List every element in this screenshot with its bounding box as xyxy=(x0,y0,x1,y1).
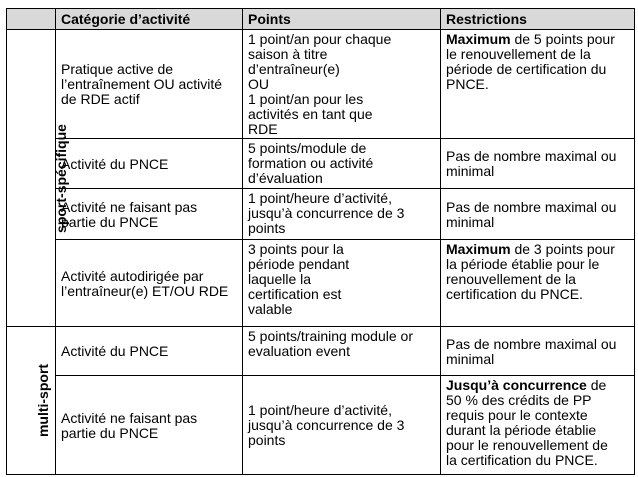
points-line: certification est xyxy=(248,286,342,302)
table-row xyxy=(7,189,635,240)
restrictions-cell xyxy=(441,327,635,376)
category-line: partie du PNCE xyxy=(61,424,159,441)
restriction-line: requis pour le contexte xyxy=(446,407,588,423)
header-points: Points xyxy=(243,9,441,30)
restriction-line: minimal xyxy=(446,213,495,230)
restriction-text: de xyxy=(586,377,607,393)
points-cell xyxy=(243,327,441,376)
activity-points-table xyxy=(6,8,635,475)
points-line: OU xyxy=(248,76,269,92)
points-cell xyxy=(243,189,441,240)
category-line: l’entraîneur(e) ET/OU RDE xyxy=(61,282,229,299)
table-row xyxy=(7,30,635,139)
category-cell xyxy=(56,327,243,376)
header-row xyxy=(7,9,635,30)
restrictions-cell xyxy=(441,189,635,240)
points-line: valable xyxy=(248,301,293,317)
points-line: 1 point/heure d’activité, xyxy=(248,402,392,418)
points-line: points xyxy=(248,220,286,236)
restrictions-cell xyxy=(441,240,635,327)
category-line: Pratique active de xyxy=(61,61,174,77)
category-line: l’entraînement OU activité xyxy=(61,76,223,92)
group-label-cell xyxy=(7,30,69,327)
points-line: 1 point/heure d’activité, xyxy=(248,190,392,206)
restriction-emphasis: Maximum xyxy=(446,31,511,47)
points-cell xyxy=(243,376,441,475)
restriction-emphasis: Jusqu’à concurrence xyxy=(446,377,587,393)
restriction-line: minimal xyxy=(446,163,495,179)
restriction-line: durant la période établie xyxy=(446,422,597,438)
group-label-multi-sport: multi-sport xyxy=(35,363,52,438)
points-line: 3 points pour la xyxy=(248,241,344,257)
points-line: d’évaluation xyxy=(248,170,323,186)
header-restrictions: Restrictions xyxy=(441,9,635,30)
points-line: saison à titre xyxy=(248,46,328,62)
restriction-line xyxy=(446,32,629,47)
points-cell xyxy=(243,139,441,189)
restriction-line: le renouvellement de la xyxy=(446,46,591,62)
points-line: points xyxy=(248,432,286,448)
restriction-line: Pas de nombre maximal ou xyxy=(446,148,617,164)
restriction-text: de 5 points pour xyxy=(510,31,615,47)
points-line: RDE xyxy=(248,121,278,137)
points-line: 1 point/an pour les xyxy=(248,91,364,107)
category-line: Activité ne faisant pas xyxy=(61,409,198,426)
points-line: période pendant xyxy=(248,256,350,272)
restrictions-cell xyxy=(441,139,635,189)
group-label-sport-specifique: sport-spécifique xyxy=(52,123,69,233)
restriction-line: 50 % des crédits de PP xyxy=(446,392,592,408)
points-line: 1 point/an pour chaque xyxy=(248,31,392,47)
restriction-line: pour le renouvellement de xyxy=(446,437,608,453)
points-line: 5 points/training module or xyxy=(248,328,413,344)
restriction-line: Pas de nombre maximal ou xyxy=(446,198,617,215)
points-line: jusqu’à concurrence de 3 xyxy=(248,205,405,221)
points-cell xyxy=(243,240,441,327)
points-line: d’entraîneur(e) xyxy=(248,61,340,77)
category-line: Activité autodirigée par xyxy=(61,267,204,284)
points-cell xyxy=(243,30,441,139)
restrictions-cell xyxy=(441,30,635,139)
group-label-cell xyxy=(7,327,56,475)
category-line: Activité ne faisant pas xyxy=(61,198,198,215)
category-cell xyxy=(56,189,243,240)
points-line: activités en tant que xyxy=(248,106,373,122)
points-line: evaluation event xyxy=(248,343,350,359)
restriction-line: Pas de nombre maximal ou xyxy=(446,335,617,352)
table-row xyxy=(7,376,635,475)
points-line: laquelle la xyxy=(248,271,312,287)
category-line: Activité du PNCE xyxy=(61,155,169,172)
category-line: partie du PNCE xyxy=(61,213,159,230)
restriction-text: de 3 points pour xyxy=(510,241,615,257)
restriction-line xyxy=(446,242,629,257)
restriction-line: la certification du PNCE. xyxy=(446,452,598,468)
table-row xyxy=(7,327,635,376)
category-cell xyxy=(56,139,243,189)
restriction-line: la période établie pour le xyxy=(446,256,600,272)
restriction-line: renouvellement de la xyxy=(446,271,576,287)
category-cell xyxy=(56,240,243,327)
header-corner xyxy=(7,9,56,30)
category-line: de RDE actif xyxy=(61,91,140,107)
restriction-line: minimal xyxy=(446,350,495,367)
table-row xyxy=(7,240,635,327)
restriction-line: certification du PNCE. xyxy=(446,286,583,302)
points-line: jusqu’à concurrence de 3 xyxy=(248,417,405,433)
restriction-line: période de certification du xyxy=(446,61,607,77)
restriction-line: PNCE. xyxy=(446,76,489,92)
restriction-emphasis: Maximum xyxy=(446,241,511,257)
restriction-line xyxy=(446,378,629,393)
category-line: Activité du PNCE xyxy=(61,343,169,359)
category-cell xyxy=(56,30,243,139)
header-category: Catégorie d’activité xyxy=(56,9,243,30)
points-line: 5 points/module de xyxy=(248,140,367,156)
restrictions-cell xyxy=(441,376,635,475)
points-line: formation ou activité xyxy=(248,155,374,171)
category-cell xyxy=(56,376,243,475)
table-row xyxy=(7,139,635,189)
